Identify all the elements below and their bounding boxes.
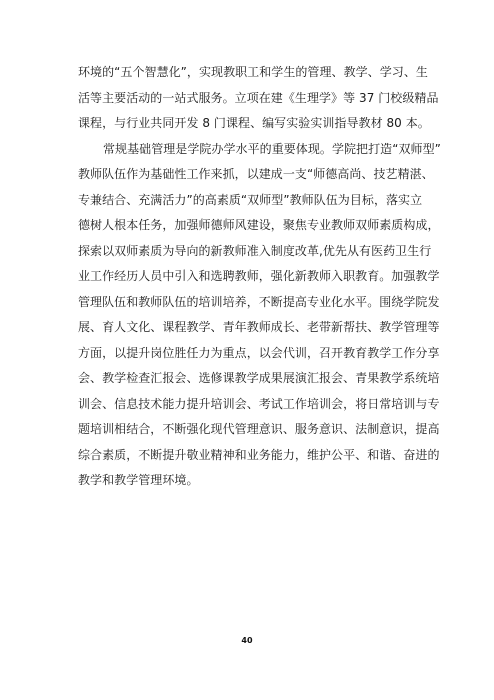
page-number: 40 bbox=[241, 636, 253, 645]
text-line: 课程，与行业共同开发 8 门课程、编写实验实训指导教材 80 本。 bbox=[78, 116, 430, 130]
text-line: 会、教学检查汇报会、选修课教学成果展演汇报会、青果教学系统培 bbox=[78, 371, 440, 385]
text-line: 业工作经历人员中引入和选聘教师，强化新教师入职教育。加强教学 bbox=[78, 269, 440, 283]
body-text bbox=[78, 60, 441, 494]
paragraph-first-line: 常规基础管理是学院办学水平的重要体现。学院把打造“双师型” bbox=[103, 141, 441, 156]
text-line: 题培训相结合，不断强化现代管理意识、服务意识、法制意识，提高 bbox=[78, 422, 440, 436]
text-line: 管理队伍和教师队伍的培训培养，不断提高专业化水平。围绕学院发 bbox=[78, 294, 440, 309]
text-line: 德树人根本任务，加强师德师风建设，聚焦专业教师双师素质构成， bbox=[78, 218, 440, 232]
text-line: 教学和教学管理环境。 bbox=[78, 473, 199, 487]
text-line: 环境的“五个智慧化”，实现教职工和学生的管理、教学、学习、生 bbox=[78, 65, 428, 79]
text-line: 专兼结合、充满活力”的高素质“双师型”教师队伍为目标，落实立 bbox=[78, 192, 423, 207]
text-line: 方面，以提升岗位胜任力为重点，以会代训，召开教育教学工作分享 bbox=[78, 345, 440, 360]
text-line: 探索以双师素质为导向的新教师准入制度改革,优先从有医药卫生行 bbox=[78, 243, 432, 258]
text-line: 活等主要活动的一站式服务。立项在建《生理学》等 37 门校级精品 bbox=[78, 90, 439, 105]
text-line: 训会、信息技术能力提升培训会、考试工作培训会，将日常培训与专 bbox=[78, 396, 440, 411]
text-line: 教师队伍作为基础性工作来抓，以建成一支“师德高尚、技艺精湛、 bbox=[78, 167, 434, 181]
text-line: 展、育人文化、课程教学、青年教师成长、老带新帮扶、教学管理等 bbox=[78, 320, 440, 334]
text-line: 综合素质，不断提升敬业精神和业务能力，维护公平、和谐、奋进的 bbox=[78, 447, 440, 462]
